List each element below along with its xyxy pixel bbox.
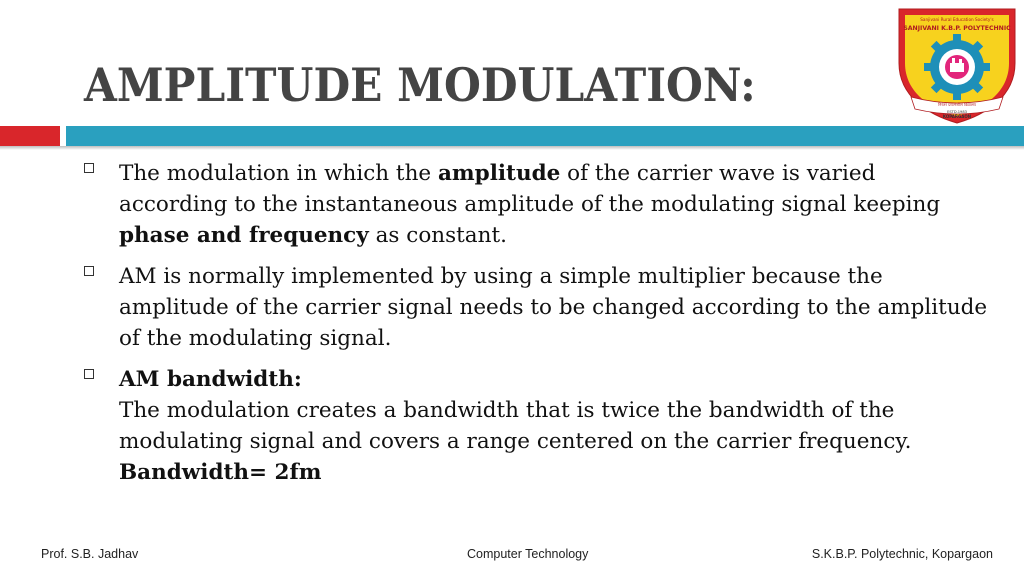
bullet-item-definition (84, 158, 964, 251)
bullet-line: of the modulating signal. (119, 326, 392, 351)
logo-place-text: KOPARGAON (942, 114, 972, 119)
title-accent-red-bar (0, 126, 60, 146)
slide-title: AMPLITUDE MODULATION: (84, 58, 756, 112)
bullet-line: amplitude of the carrier signal needs to be changed according to the amplitude (119, 295, 988, 320)
institute-logo (893, 5, 1021, 125)
logo-motto-text: निरंतर प्रयत्नशील विद्यालय (938, 102, 976, 107)
bullet-line: AM is normally implemented by using a simple multiplier because the (119, 264, 883, 289)
square-bullet-icon (84, 266, 94, 276)
bandwidth-formula: Bandwidth= 2fm (119, 460, 322, 485)
logo-estd-text: ESTD.1983 (947, 110, 967, 114)
bullet-line: modulating signal and covers a range centered on the carrier frequency. (119, 429, 912, 454)
footer-institute: S.K.B.P. Polytechnic, Kopargaon (811, 547, 993, 561)
gear-icon (924, 34, 990, 100)
logo-name-text: SANJIVANI K.B.P. POLYTECHNIC (903, 25, 1011, 32)
bullet-line: The modulation in which the amplitude of the carrier wave is varied (119, 161, 876, 186)
title-accent-blue-bar (66, 126, 1024, 146)
bullet-item-implementation (84, 261, 988, 354)
square-bullet-icon (84, 369, 94, 379)
footer-author: Prof. S.B. Jadhav (41, 547, 139, 561)
title-bar-shadow (0, 146, 1024, 150)
bullet-line: The modulation creates a bandwidth that is twice the bandwidth of the (119, 398, 895, 423)
bullet-line: according to the instantaneous amplitude of the modulating signal keeping (119, 192, 941, 217)
logo-top-text: Sanjivani Rural Education Society's (920, 17, 994, 22)
bullet-heading: AM bandwidth: (119, 367, 302, 392)
bullet-item-bandwidth (84, 364, 964, 488)
footer-department: Computer Technology (467, 547, 589, 561)
bullet-line: phase and frequency as constant. (119, 223, 507, 248)
square-bullet-icon (84, 163, 94, 173)
bullet-list (84, 158, 988, 498)
